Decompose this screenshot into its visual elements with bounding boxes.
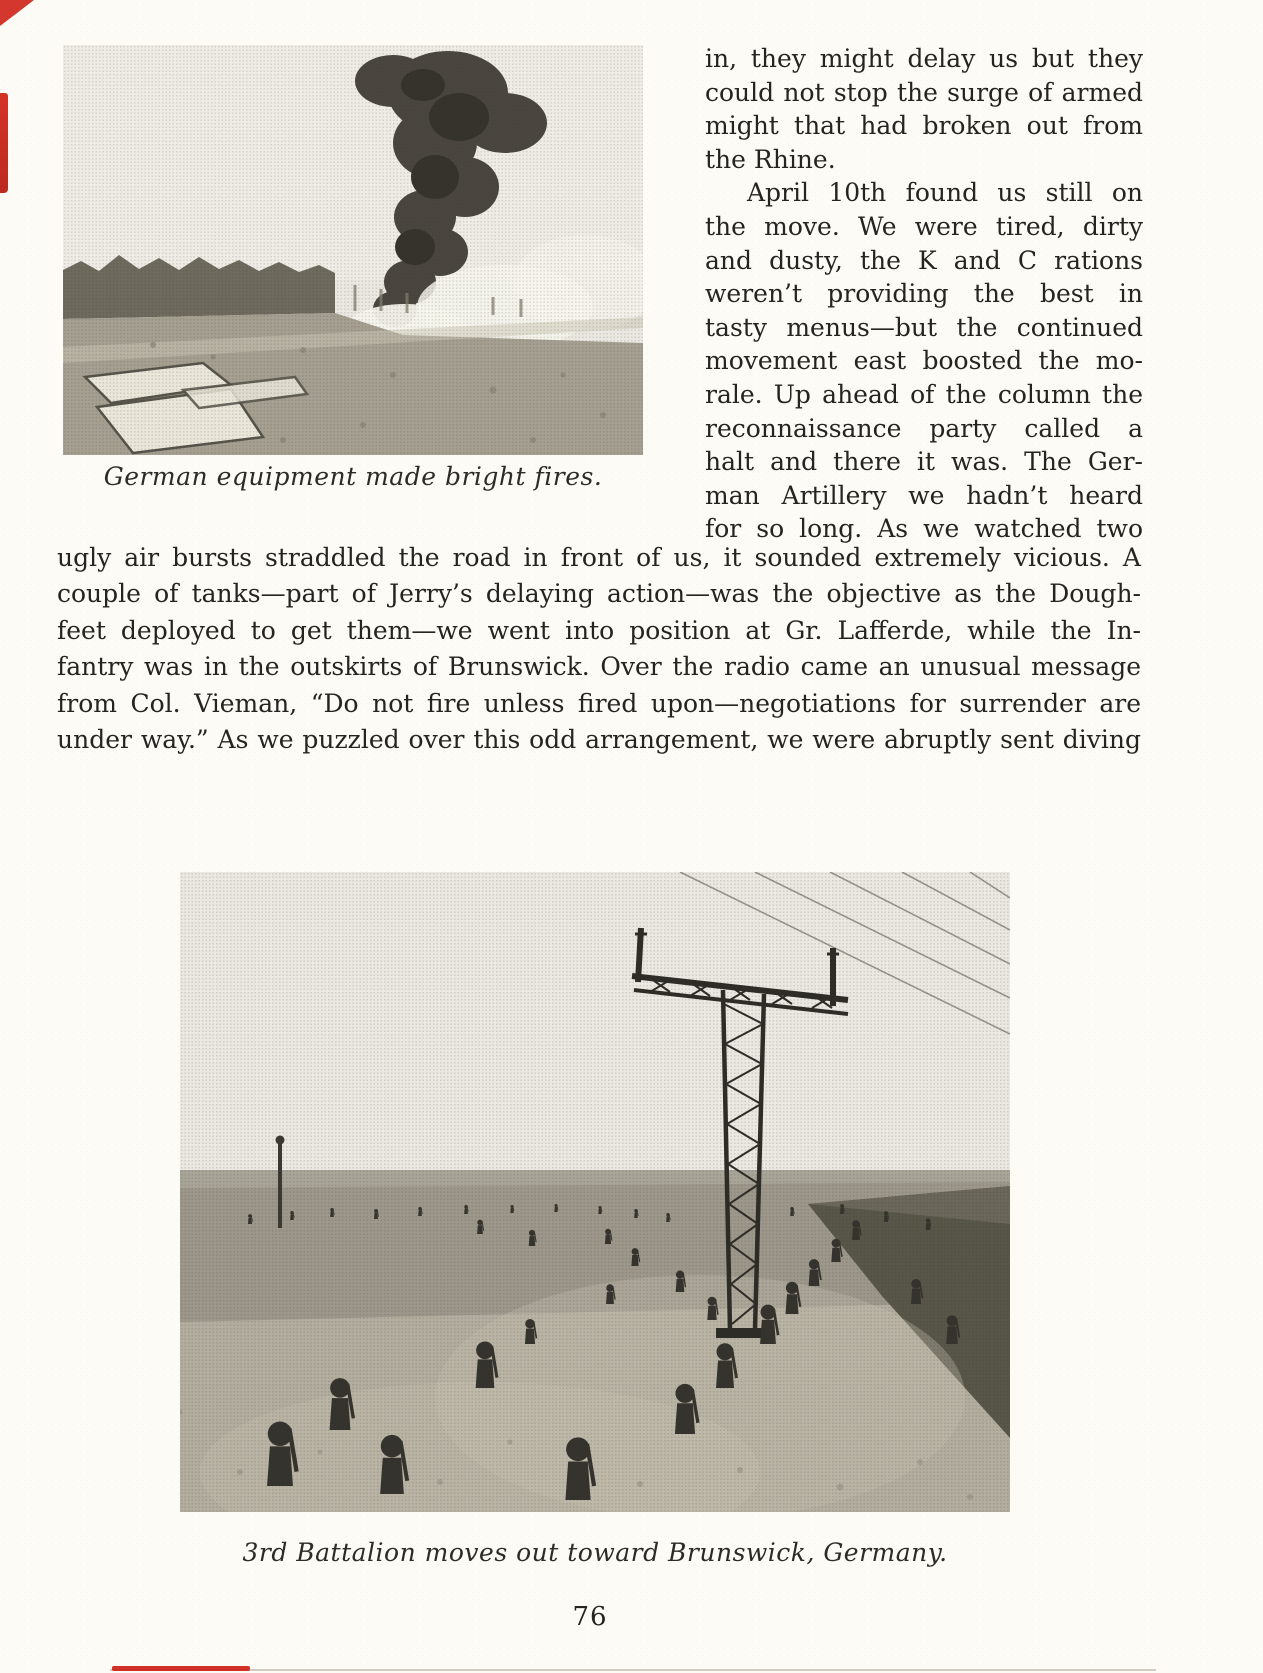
scan-artifact-edge-streak [0, 93, 8, 193]
text-line: the Rhine. [705, 144, 836, 174]
text-line: man Artillery we hadn’t heard [705, 480, 1143, 510]
text-line: the move. We were tired, dirty [705, 211, 1143, 241]
scan-artifact-corner-mark [0, 0, 34, 26]
smoke-plume-illustration [63, 45, 643, 455]
text-line: might that had broken out from [705, 111, 1143, 141]
page-number: 76 [572, 1602, 608, 1632]
text-line: halt and there it was. The Ger- [705, 447, 1143, 477]
text-line: and dusty, the K and C rations [705, 245, 1143, 275]
text-line: tasty menus—but the continued [705, 312, 1143, 342]
scan-artifact-bottom-red-mark [112, 1666, 250, 1671]
text-line: could not stop the surge of armed [705, 77, 1143, 107]
text-line: April 10th found us still on [747, 178, 1143, 208]
text-line: couple of tanks—part of Jerry’s delaying action—was the objective as the Dough- [57, 579, 1141, 609]
text-line: weren’t providing the best in [705, 279, 1143, 309]
text-line: in, they might delay us but they [705, 44, 1143, 73]
text-line: reconnaissance party called a [705, 413, 1143, 443]
photo-caption-german-equipment: German equipment made bright fires. [103, 462, 603, 491]
photo-german-equipment-fire [63, 45, 643, 455]
text-line: feet deployed to get them—we went into position at Gr. Lafferde, while the In- [57, 615, 1141, 645]
scan-artifact-bottom-edge [110, 1669, 1156, 1671]
text-column-right [705, 42, 1143, 546]
body-paragraph [57, 540, 1141, 758]
text-line: from Col. Vieman, “Do not fire unless fired upon—negotiations for surrender are [57, 688, 1141, 718]
text-line: fantry was in the outskirts of Brunswick. Over the radio came an unusual message [57, 652, 1141, 682]
text-line: under way.” As we puzzled over this odd arrangement, we were abruptly sent diving [57, 725, 1141, 755]
battalion-field-illustration [180, 872, 1010, 1512]
text-line: rale. Up ahead of the column the [705, 379, 1143, 409]
text-line: for so long. As we watched two [705, 514, 1143, 544]
photo-3rd-battalion-field [180, 872, 1010, 1512]
text-line: movement east boosted the mo- [705, 346, 1143, 376]
photo-caption-3rd-battalion: 3rd Battalion moves out toward Brunswick, Germany. [242, 1538, 948, 1567]
text-line: ugly air bursts straddled the road in front of us, it sounded extremely vicious. A [57, 543, 1141, 572]
